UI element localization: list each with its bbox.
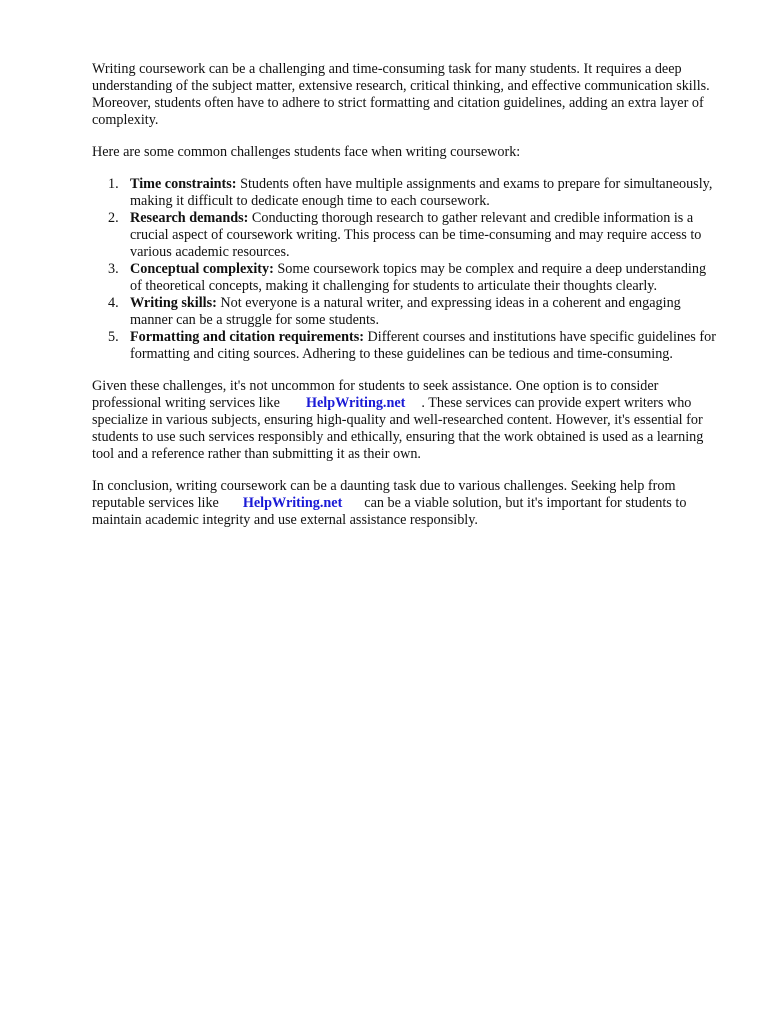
assistance-text-before: Given these challenges, it's not uncommon for students to seek assistance. One option is to consider professional writing services like	[92, 378, 659, 411]
list-item-text: Not everyone is a natural writer, and expressing ideas in a coherent and engaging manner can be a struggle for some students.	[130, 295, 681, 328]
helpwriting-link[interactable]: HelpWriting.net	[242, 495, 343, 511]
list-item-number: 2.	[108, 210, 119, 226]
conclusion-text-after: can be a viable solution, but it's important for students to maintain academic integrity and use external assistance responsibly.	[92, 495, 687, 528]
list-item	[92, 210, 717, 261]
list-item-number: 5.	[108, 329, 119, 345]
list-intro-paragraph: Here are some common challenges students face when writing coursework:	[92, 144, 521, 160]
list-item-term: Time constraints:	[130, 176, 237, 192]
helpwriting-link[interactable]: HelpWriting.net	[305, 395, 406, 411]
list-item	[92, 176, 717, 210]
list-item-term: Writing skills:	[130, 295, 217, 311]
list-item-text: Some coursework topics may be complex and require a deep understanding of theoretical concepts, making it challenging for students to articulate their thoughts clearly.	[130, 261, 707, 294]
list-item	[92, 329, 717, 363]
list-item-number: 1.	[108, 176, 119, 192]
assistance-paragraph	[92, 378, 717, 463]
list-item-number: 3.	[108, 261, 119, 277]
assistance-text-after: . These services can provide expert writers who specialize in various subjects, ensuring high-quality and well-researched content. However, it's essential for students to use such services responsibly and ethically, ensuring that the work obtained is used as a learning tool and a reference rather than submitting it as their own.	[92, 395, 704, 462]
challenges-list	[92, 176, 717, 363]
intro-paragraph: Writing coursework can be a challenging and time-consuming task for many students. It requires a deep understanding of the subject matter, extensive research, critical thinking, and effective communication skills. Moreover, students often have to adhere to strict formatting and citation guidelines, adding an extra layer of complexity.	[92, 61, 710, 128]
list-item	[92, 261, 717, 295]
document-page	[92, 61, 717, 544]
list-item-text: Different courses and institutions have specific guidelines for formatting and citing sources. Adhering to these guidelines can be tedious and time-consuming.	[130, 329, 716, 362]
list-item-term: Research demands:	[130, 210, 249, 226]
list-item-term: Conceptual complexity:	[130, 261, 274, 277]
conclusion-paragraph	[92, 478, 717, 529]
list-item-term: Formatting and citation requirements:	[130, 329, 364, 345]
list-item-text: Conducting thorough research to gather relevant and credible information is a crucial aspect of coursework writing. This process can be time-consuming and may require access to various academic resources.	[130, 210, 702, 260]
list-item	[92, 295, 717, 329]
list-item-number: 4.	[108, 295, 119, 311]
list-item-text: Students often have multiple assignments and exams to prepare for simultaneously, making it difficult to dedicate enough time to each coursework.	[130, 176, 713, 209]
conclusion-text-before: In conclusion, writing coursework can be a daunting task due to various challenges. Seeking help from reputable services like	[92, 478, 676, 511]
